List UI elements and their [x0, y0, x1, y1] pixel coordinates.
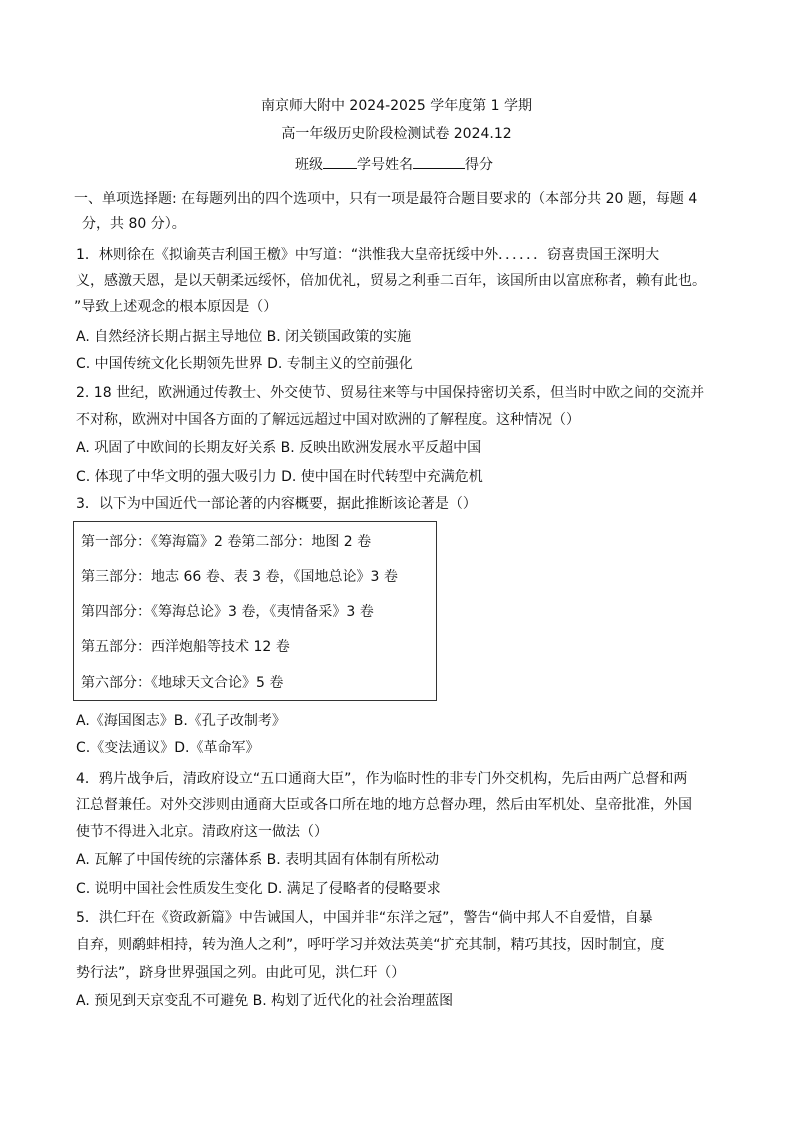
- exam-subtitle: 高一年级历史阶段检测试卷 2024.12: [281, 126, 512, 142]
- question-3-content-box: [73, 521, 437, 701]
- question-1-line-1: 1．林则徐在《拟谕英吉利国王檄》中写道：“洪惟我大皇帝抚绥中外．．．．．．窃喜贵国王深明大: [76, 247, 660, 263]
- name-label: 姓名: [385, 157, 413, 173]
- question-2-options-ab[interactable]: A. 巩固了中欧间的长期友好关系 B. 反映出欧洲发展水平反超中国: [76, 440, 482, 456]
- question-1-options-ab[interactable]: A. 自然经济长期占据主导地位 B. 闭关锁国政策的实施: [76, 329, 412, 345]
- question-4-options-cd[interactable]: C. 说明中国社会性质发生变化 D. 满足了侵略者的侵略要求: [76, 881, 441, 897]
- question-4-options-ab[interactable]: A. 瓦解了中国传统的宗藩体系 B. 表明其固有体制有所松动: [76, 852, 440, 868]
- question-1-line-2: 义，感激天恩，是以天朝柔远绥怀，倍加优礼，贸易之利垂二百年，该国所由以富庶称者，赖有此也。: [76, 273, 706, 289]
- class-blank[interactable]: [323, 154, 357, 169]
- question-3-options-ab[interactable]: A.《海国图志》B.《孔子改制考》: [76, 713, 286, 729]
- score-label: 得分: [465, 157, 493, 173]
- question-5-line-3: 势行法”，跻身世界强国之列。由此可见，洪仁玕（）: [76, 965, 406, 981]
- section-heading-line1: 一、单项选择题: 在每题列出的四个选项中，只有一项是最符合题目要求的（本部分共 20 题，每题 4: [74, 191, 698, 207]
- name-blank[interactable]: [413, 154, 465, 169]
- question-4-line-1: 4．鸦片战争后，清政府设立“五口通商大臣”，作为临时性的非专门外交机构，先后由两广总督和两: [76, 771, 688, 787]
- question-5-line-1: 5．洪仁玕在《资政新篇》中告诫国人，中国并非“东洋之冠”，警告“倘中邦人不自爱惜，自暴: [76, 910, 653, 926]
- question-2-line-2: 不对称，欧洲对中国各方面的了解远远超过中国对欧洲的了解程度。这种情况（）: [76, 412, 580, 428]
- section-heading-line2: 分，共 80 分）。: [82, 216, 186, 232]
- box-row-2: 第三部分：地志 66 卷、表 3 卷，《国地总论》3 卷: [81, 569, 398, 585]
- question-1-options-cd[interactable]: C. 中国传统文化长期领先世界 D. 专制主义的空前强化: [76, 356, 413, 372]
- id-label: 学号: [357, 157, 385, 173]
- question-3-line-1: 3．以下为中国近代一部论著的内容概要，据此推断该论著是（）: [76, 496, 477, 512]
- question-3-options-cd[interactable]: C.《变法通议》D.《革命军》: [76, 740, 260, 756]
- box-row-4: 第五部分：西洋炮船等技术 12 卷: [81, 639, 290, 655]
- exam-title: 南京师大附中 2024-2025 学年度第 1 学期: [260, 98, 533, 114]
- question-5-line-2: 自弃，则鹬蚌相持，转为渔人之利”，呼吁学习并效法英美“扩充其制，精巧其技，因时制宜，度: [76, 937, 665, 953]
- question-5-options-ab[interactable]: A. 预见到天京变乱不可避免 B. 构划了近代化的社会治理蓝图: [76, 993, 454, 1009]
- question-1-line-3: ”导致上述观念的根本原因是（）: [74, 299, 278, 315]
- question-4-line-3: 使节不得进入北京。清政府这一做法（）: [76, 824, 328, 840]
- box-row-3: 第四部分：《筹海总论》3 卷，《夷情备采》3 卷: [81, 604, 374, 620]
- class-label: 班级: [295, 157, 323, 173]
- student-info-line: [295, 154, 493, 175]
- question-2-line-1: 2. 18 世纪，欧洲通过传教士、外交使节、贸易往来等与中国保持密切关系，但当时中欧之间的交流并: [76, 385, 705, 401]
- box-row-1: 第一部分：《筹海篇》2 卷第二部分：地图 2 卷: [81, 534, 372, 550]
- question-2-options-cd[interactable]: C. 体现了中华文明的强大吸引力 D. 使中国在时代转型中充满危机: [76, 469, 483, 485]
- box-row-5: 第六部分：《地球天文合论》5 卷: [81, 675, 284, 691]
- question-4-line-2: 江总督兼任。对外交涉则由通商大臣或各口所在地的地方总督办理，然后由军机处、皇帝批准，外国: [76, 797, 692, 813]
